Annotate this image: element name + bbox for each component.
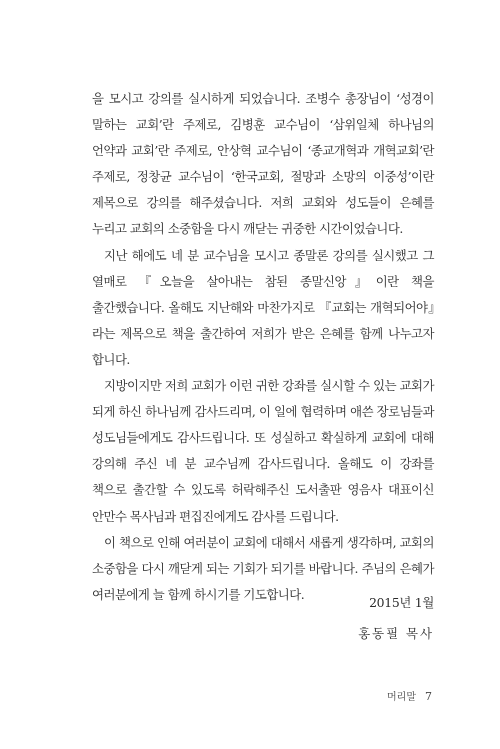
signature-author: 홍동필 목사: [358, 626, 434, 641]
page-footer: [387, 688, 432, 703]
paragraph-1: 을 모시고 강의를 실시하게 되었습니다. 조병수 총장님이 ‘성경이 말하는 교회’란 주제로, 김병훈 교수님이 ‘삼위일체 하나님의 언약과 교회’란 주제로, 안상혁 교수님이 ‘종교개혁과 개혁교회’란 주제로, 정창균 교수님이 ‘한국교회, 절망과 소망의 이중성’이란 제목으로 강의를 해주셨습니다. 저희 교회와 성도들이 은혜를 누리고 교회의 소중함을 다시 깨닫는 귀중한 시간이었습니다.: [92, 91, 434, 237]
paragraph-2: 지난 해에도 네 분 교수님을 모시고 종말론 강의를 실시했고 그 열매로 『오늘을 살아내는 참된 종말신앙』이란 책을 출간했습니다. 올해도 지난해와 마찬가지로 『교회는 개혁되어야』라는 제목으로 책을 출간하여 저희가 받은 은혜를 함께 나누고자 합니다.: [92, 247, 434, 367]
body-text: [92, 86, 434, 608]
page-number: 7: [425, 690, 432, 703]
paragraph-4: 이 책으로 인해 여러분이 교회에 대해서 새롭게 생각하며, 교회의 소중함을 다시 깨닫게 되는 기회가 되기를 바랍니다. 주님의 은혜가 여러분에게 늘 함께 하시기를 기도합니다.: [92, 534, 434, 602]
paragraph-3: 지방이지만 저희 교회가 이런 귀한 강좌를 실시할 수 있는 교회가 되게 하신 하나님께 감사드리며, 이 일에 협력하며 애쓴 장로님들과 성도님들에게도 감사드립니다. 또 성실하고 확실하게 교회에 대해 강의해 주신 네 분 교수님께 감사드립니다. 올해도 이 강좌를 책으로 출간할 수 있도록 허락해주신 도서출판 영음사 대표이신 안만수 목사님과 편집진에게도 감사를 드립니다.: [92, 378, 434, 524]
footer-section-title: 머리말: [387, 692, 416, 703]
signature-date: 2015년 1월: [369, 595, 434, 610]
